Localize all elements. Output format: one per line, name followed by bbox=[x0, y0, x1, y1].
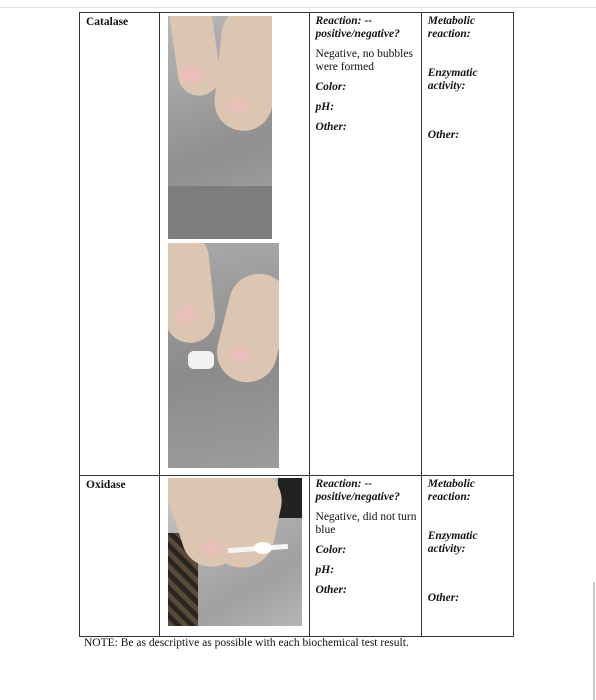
metabolic-label: Metabolic reaction: bbox=[427, 478, 476, 503]
photo-cell bbox=[160, 476, 309, 637]
note-text: NOTE: Be as descriptive as possible with each biochemical test result. bbox=[84, 637, 409, 649]
catalase-photo-2 bbox=[168, 243, 279, 468]
oxidase-photo bbox=[168, 478, 302, 626]
table-row-oxidase bbox=[80, 476, 514, 637]
other-label-right: Other: bbox=[427, 592, 460, 604]
test-name-cell bbox=[80, 476, 160, 637]
color-label: Color: bbox=[315, 544, 347, 556]
other-label: Other: bbox=[315, 121, 347, 133]
catalase-photo-1 bbox=[168, 16, 272, 239]
test-name: Oxidase bbox=[86, 479, 126, 491]
page-top-edge bbox=[0, 7, 596, 8]
table-row-catalase bbox=[80, 13, 514, 476]
biochemical-test-table bbox=[79, 12, 514, 637]
page-right-edge bbox=[593, 582, 595, 700]
metabolic-cell bbox=[421, 476, 513, 637]
test-name-cell bbox=[80, 13, 160, 476]
reaction-label: Reaction: -- positive/negative? bbox=[315, 478, 400, 503]
other-label: Other: bbox=[315, 584, 347, 596]
other-label-right: Other: bbox=[427, 129, 460, 141]
color-label: Color: bbox=[315, 81, 347, 93]
reaction-cell bbox=[309, 476, 421, 637]
metabolic-cell bbox=[421, 13, 513, 476]
reaction-label: Reaction: -- positive/negative? bbox=[315, 15, 400, 40]
reaction-cell bbox=[309, 13, 421, 476]
enzymatic-label: Enzymatic activity: bbox=[427, 530, 478, 555]
result-text: Negative, no bubbles were formed bbox=[315, 48, 413, 73]
result-text: Negative, did not turn blue bbox=[315, 511, 417, 536]
enzymatic-label: Enzymatic activity: bbox=[427, 67, 478, 92]
metabolic-label: Metabolic reaction: bbox=[427, 15, 476, 40]
ph-label: pH: bbox=[315, 564, 335, 576]
photo-cell bbox=[160, 13, 309, 476]
ph-label: pH: bbox=[315, 101, 335, 113]
test-name: Catalase bbox=[86, 16, 129, 28]
